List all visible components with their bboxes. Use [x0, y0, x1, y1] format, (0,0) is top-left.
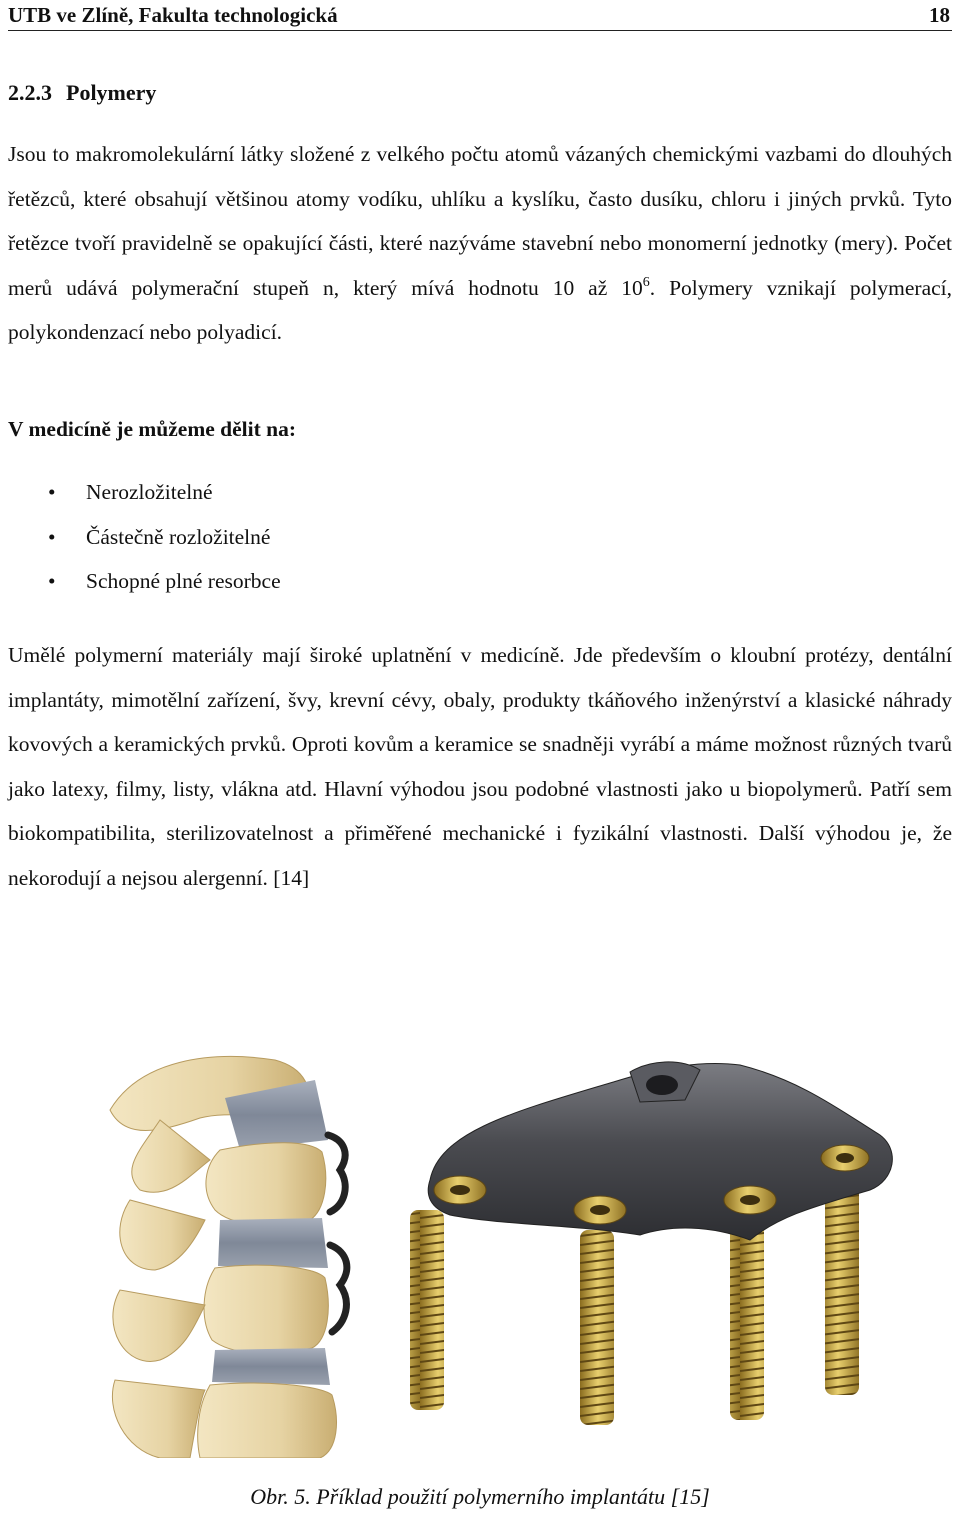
section-title: Polymery	[66, 80, 157, 105]
plate-implant-illustration	[410, 1062, 892, 1425]
list-item	[8, 515, 281, 560]
list-item-text: Schopné plné resorbce	[86, 569, 281, 593]
list-item	[8, 470, 281, 515]
figure-caption: Obr. 5. Příklad použití polymerního implantátu [15]	[250, 1484, 710, 1509]
header-title: UTB ve Zlíně, Fakulta technologická	[8, 2, 338, 27]
classification-heading: V medicíně je můžeme dělit na:	[8, 417, 296, 441]
bullet-icon: •	[48, 569, 56, 593]
bullet-icon: •	[48, 480, 56, 504]
list-item-text: Částečně rozložitelné	[86, 524, 271, 549]
spine-illustration	[110, 1057, 347, 1458]
list-item	[8, 559, 281, 604]
page-header	[8, 0, 952, 31]
page-number: 18	[929, 2, 950, 27]
applications-paragraph: Umělé polymerní materiály mají široké uplatnění v medicíně. Jde především o kloubní protézy, dentální implantáty, mimotělní zařízení, švy, krevní cévy, obaly, produkty tkáňového inženýrství a klasické náhrady kovových a keramických prvků. Oproti kovům a keramice se snadněji vyrábí a máme možnost různých tvarů jako latexy, filmy, listy, vlákna atd. Hlavní výhodou jsou podobné vlastnosti jako u biopolymerů. Patří sem biokompatibilita, sterilizovatelnost a přiměřené mechanické i fyzikální vlastnosti. Další výhodou je, že nekorodují a nejsou alergenní. [14]	[8, 643, 952, 890]
classification-list	[8, 470, 281, 604]
section-heading	[8, 80, 156, 106]
section-number: 2.2.3	[8, 80, 52, 105]
intro-text-end: . Polymery vznikají polymerací, polykondenzací nebo polyadicí.	[8, 275, 953, 345]
intro-text: Jsou to makromolekulární látky složené z velkého počtu atomů vázaných chemickými vazbami do dlouhých řetězců, které obsahují většinou atomy vodíku, uhlíku a kyslíku, často dusíku, chloru i jiných prvků. Tyto řetězce tvoří pravidelně se opakující části, které nazýváme stavební nebo monomerní jednotky (mery). Počet merů udává polymerační stupeň n, který mívá hodnotu 10 až 10	[8, 142, 952, 300]
exponent: 6	[642, 274, 650, 290]
bullet-icon: •	[48, 524, 56, 549]
implant-figure	[100, 1040, 958, 1458]
list-item-text: Nerozložitelné	[86, 480, 213, 504]
intro-paragraph	[8, 132, 952, 355]
